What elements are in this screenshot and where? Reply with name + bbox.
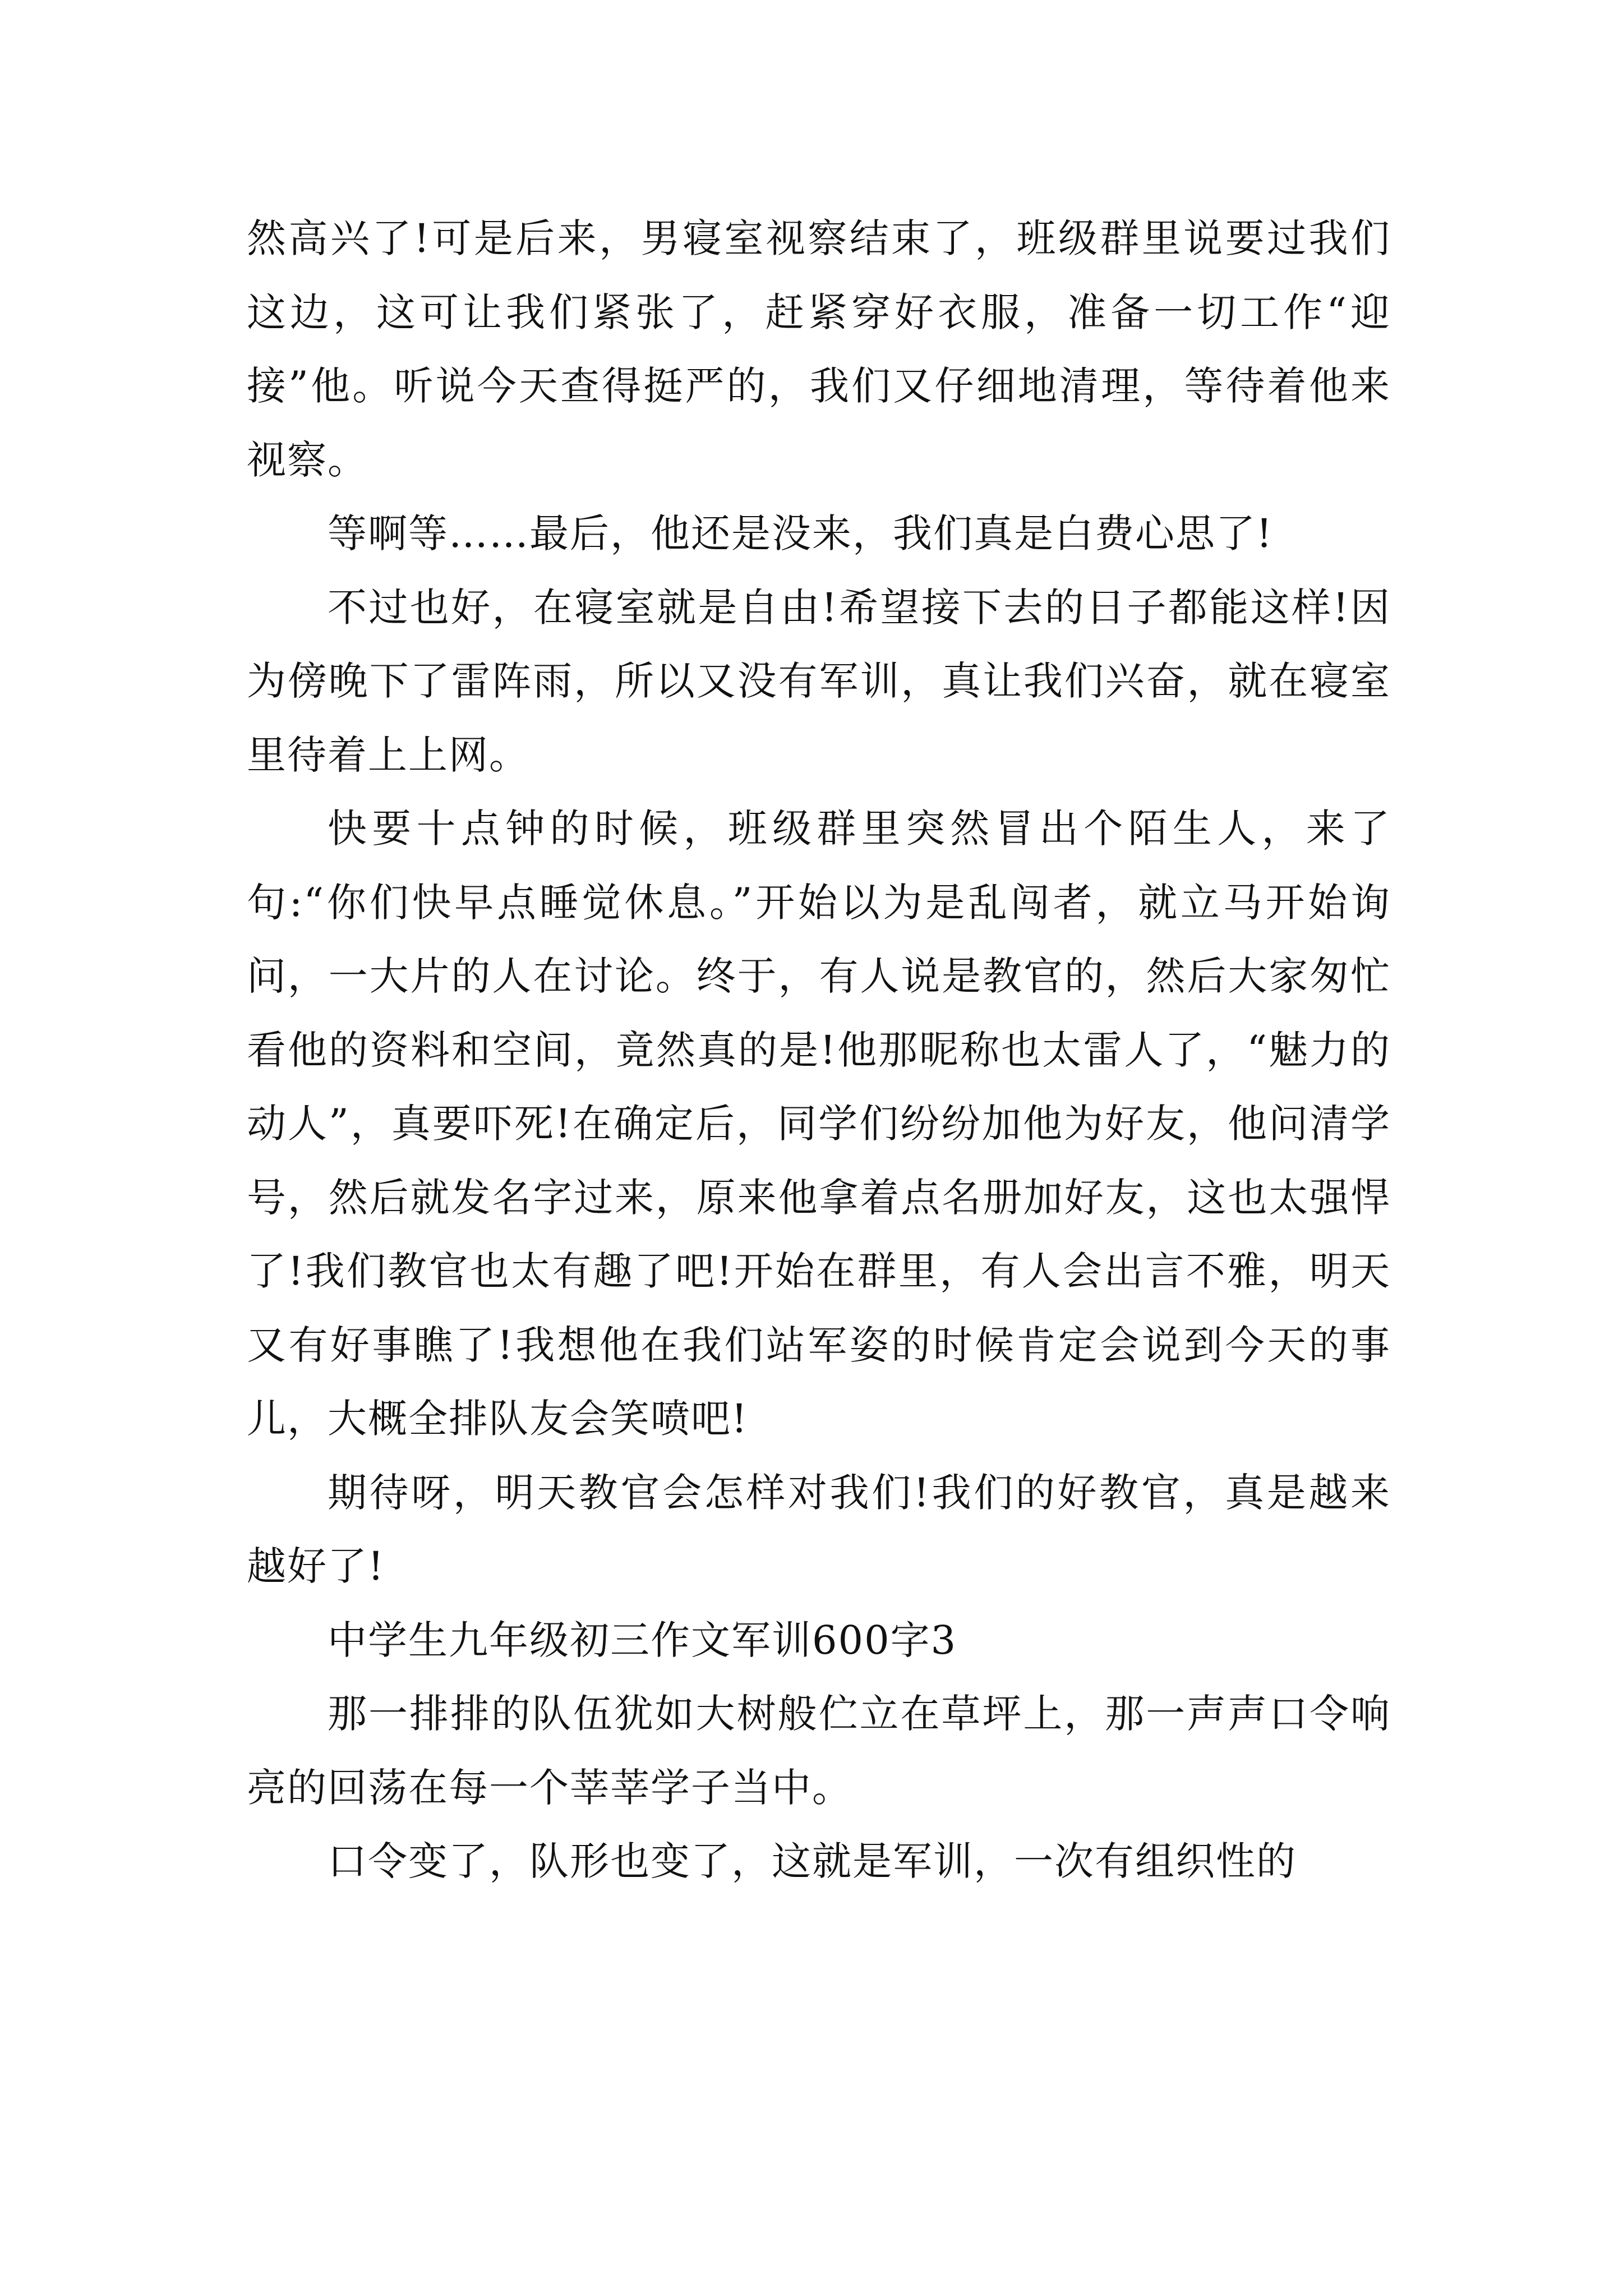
section-heading: 中学生九年级初三作文军训600字3 — [328, 1617, 957, 1663]
paragraph-1: 然高兴了!可是后来，男寝室视察结束了，班级群里说要过我们这边，这可让我们紧张了，赶紧穿好衣服，准备一切工作“迎接”他。听说今天查得挺严的，我们又仔细地清理，等待着他来视察。 — [247, 215, 1391, 483]
document-body — [247, 202, 1391, 1899]
paragraph-4: 快要十点钟的时候，班级群里突然冒出个陌生人，来了句:“你们快早点睡觉休息。”开始以为是乱闯者，就立马开始询问，一大片的人在讨论。终于，有人说是教官的，然后大家匆忙看他的资料和空间，竟然真的是!他那昵称也太雷人了，“魅力的动人”，真要吓死!在确定后，同学们纷纷加他为好友，他问清学号，然后就发名字过来，原来他拿着点名册加好友，这也太强悍了!我们教官也太有趣了吧!开始在群里，有人会出言不雅，明天又有好事瞧了!我想他在我们站军姿的时候肯定会说到今天的事儿，大概全排队友会笑喷吧! — [247, 806, 1391, 1442]
paragraph-7: 口令变了，队形也变了，这就是军训，一次有组织性的 — [328, 1838, 1297, 1884]
paragraph-6: 那一排排的队伍犹如大树般伫立在草坪上，那一声声口令响亮的回荡在每一个莘莘学子当中。 — [247, 1691, 1391, 1811]
paragraph-3: 不过也好，在寝室就是自由!希望接下去的日子都能这样!因为傍晚下了雷阵雨，所以又没有军训，真让我们兴奋，就在寝室里待着上上网。 — [247, 584, 1391, 778]
paragraph-2: 等啊等……最后，他还是没来，我们真是白费心思了! — [328, 510, 1274, 556]
paragraph-5: 期待呀，明天教官会怎样对我们!我们的好教官，真是越来越好了! — [247, 1469, 1391, 1589]
